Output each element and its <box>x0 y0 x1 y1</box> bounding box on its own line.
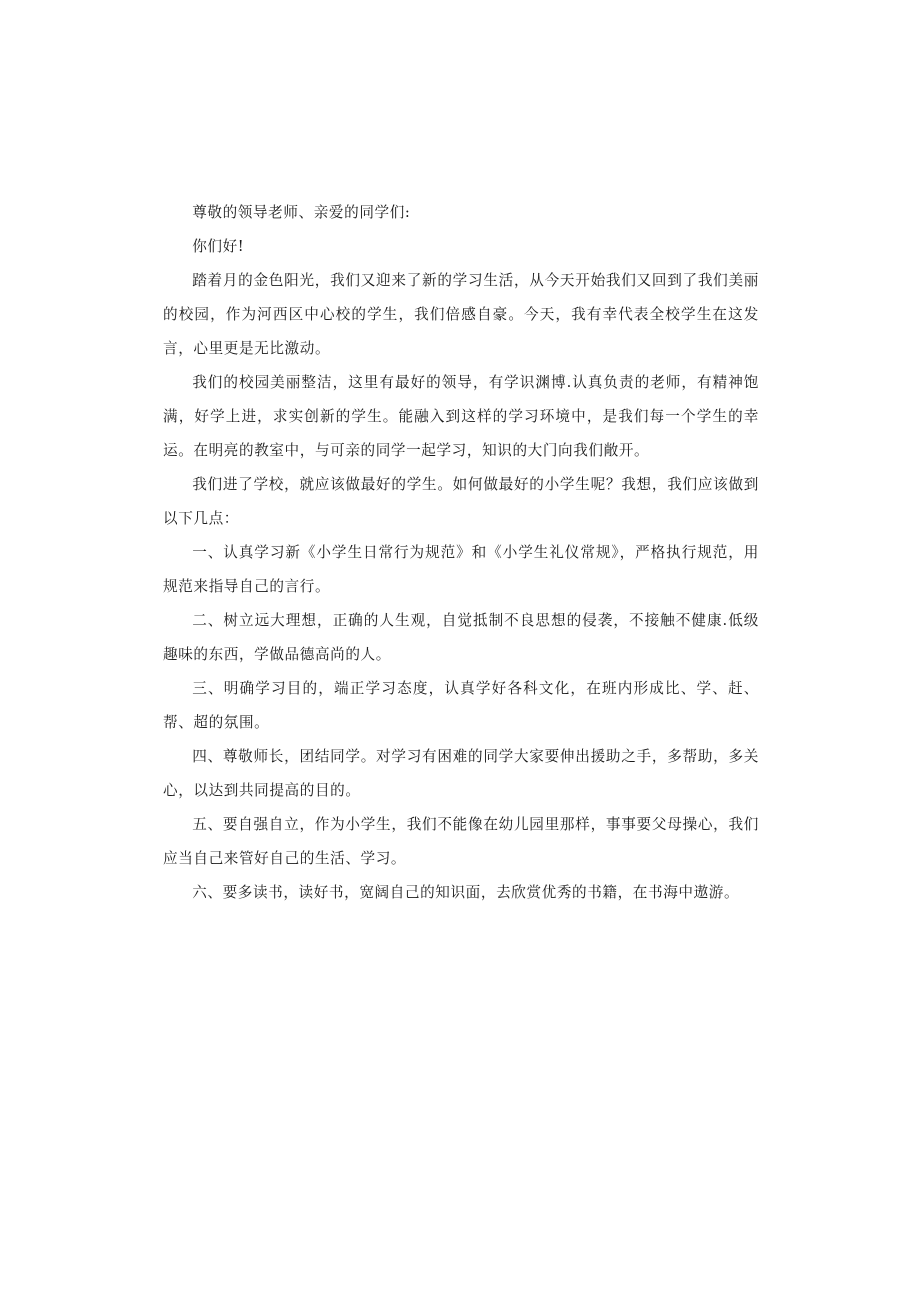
paragraph: 二、树立远大理想，正确的人生观，自觉抵制不良思想的侵袭，不接触不健康.低级趣味的东西，学做品德高尚的人。 <box>163 612 759 663</box>
paragraph: 三、明确学习目的，端正学习态度，认真学好各科文化，在班内形成比、学、赶、帮、超的氛围。 <box>163 680 759 731</box>
paragraph: 六、要多读书，读好书，宽阔自己的知识面，去欣赏优秀的书籍，在书海中遨游。 <box>192 884 740 901</box>
paragraph: 五、要自强自立，作为小学生，我们不能像在幼儿园里那样，事事要父母操心，我们应当自己来管好自己的生活、学习。 <box>163 816 759 867</box>
paragraph: 我们的校园美丽整洁，这里有最好的领导，有学识渊博.认真负责的老师，有精神饱满，好学上进，求实创新的学生。能融入到这样的学习环境中，是我们每一个学生的幸运。在明亮的教室中，与可亲的同学一起学习，知识的大门向我们敞开。 <box>163 374 759 459</box>
paragraph: 四、尊敬师长，团结同学。对学习有困难的同学大家要伸出援助之手，多帮助，多关心，以达到共同提高的目的。 <box>163 748 759 799</box>
paragraph: 一、认真学习新《小学生日常行为规范》和《小学生礼仪常规》，严格执行规范，用规范来指导自己的言行。 <box>163 544 759 595</box>
document-body <box>163 196 759 910</box>
paragraph: 踏着月的金色阳光，我们又迎来了新的学习生活，从今天开始我们又回到了我们美丽的校园，作为河西区中心校的学生，我们倍感自豪。今天，我有幸代表全校学生在这发言，心里更是无比激动。 <box>163 272 759 357</box>
salutation: 尊敬的领导老师、亲爱的同学们: <box>192 204 411 221</box>
paragraph: 我们进了学校，就应该做最好的学生。如何做最好的小学生呢？我想，我们应该做到以下几点： <box>163 476 759 527</box>
greeting: 你们好! <box>192 238 245 255</box>
